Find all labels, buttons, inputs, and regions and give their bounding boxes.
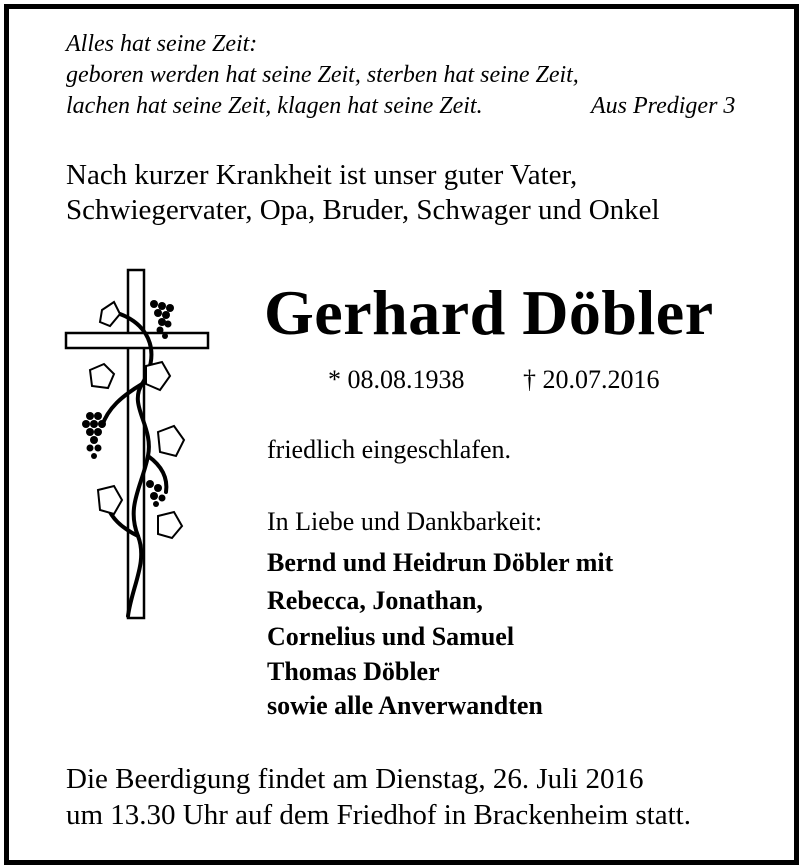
dedication-text: In Liebe und Dankbarkeit:: [267, 507, 543, 536]
funeral-line-2: um 13.30 Uhr auf dem Friedhof in Brackenheim statt.: [66, 799, 691, 831]
mourner-line: Thomas Döbler: [267, 657, 440, 686]
intro-line-2: Schwiegervater, Opa, Bruder, Schwager und Onkel: [66, 194, 660, 226]
death-date: † 20.07.2016: [523, 365, 660, 394]
cross-with-grapevine-icon: [62, 266, 212, 622]
verse-line-3: lachen hat seine Zeit, klagen hat seine Zeit.: [66, 93, 483, 119]
intro-line-1: Nach kurzer Krankheit ist unser guter Vater,: [66, 159, 578, 191]
verse-line-2: geboren werden hat seine Zeit, sterben hat seine Zeit,: [66, 62, 579, 88]
birth-date: * 08.08.1938: [328, 365, 465, 394]
status-text: friedlich eingeschlafen.: [267, 435, 511, 464]
deceased-name: Gerhard Döbler: [264, 277, 714, 348]
verse-line-1: Alles hat seine Zeit:: [66, 31, 258, 57]
mourner-line: sowie alle Anverwandten: [267, 691, 543, 720]
funeral-line-1: Die Beerdigung findet am Dienstag, 26. Juli 2016: [66, 763, 644, 795]
mourner-line: Bernd und Heidrun Döbler mit: [267, 548, 614, 577]
mourner-line: Rebecca, Jonathan,: [267, 586, 483, 615]
mourner-line: Cornelius und Samuel: [267, 622, 515, 651]
verse-source: Aus Prediger 3: [591, 93, 736, 119]
